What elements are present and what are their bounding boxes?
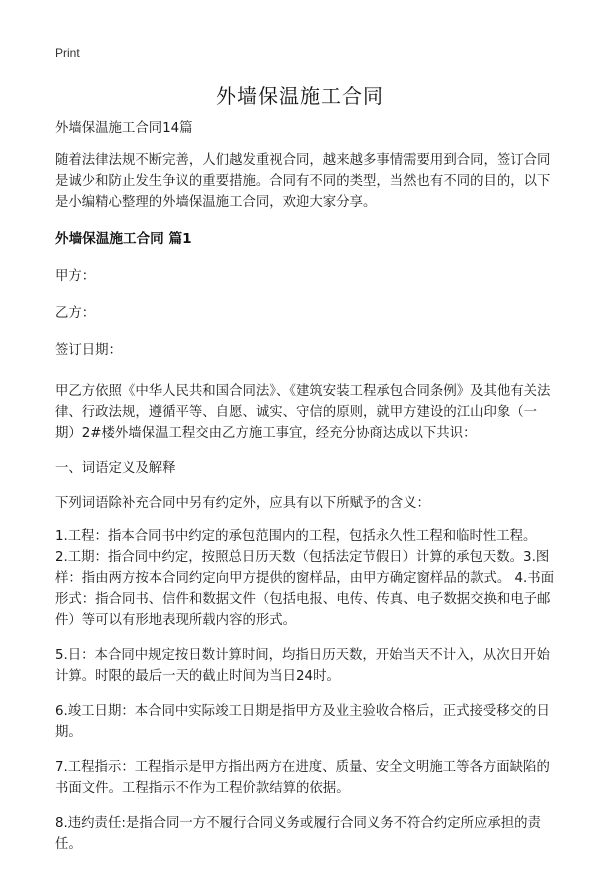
sign-date-field: 签订日期：: [55, 343, 122, 358]
definition-item: 5.日：本合同中规定按日数计算时间，均指日历天数，开始当天不计入，从次日开始计算。时限的最后一天的截止时间为当日24时。: [55, 648, 550, 684]
intro-paragraph: 随着法律法规不断完善，人们越发重视合同，越来越多事情需要用到合同，签订合同是诚少和防止发生争议的重要措施。合同有不同的类型，当然也有不同的目的，以下是小编精心整理的外墙保温施工合同，欢迎大家分享。: [55, 153, 551, 210]
document-title: 外墙保温施工合同: [216, 84, 384, 108]
definition-item: 2.工期：指合同中约定，按照总日历天数（包括法定节假日）计算的承包天数。3.图样：指由两方按本合同约定向甲方提供的窗样品，由甲方确定窗样品的款式。 4.书面形式：指合同书、信件和数据文件（包括电报、电传、传真、电子数据交换和电子邮件）等可以有形地表现所载内容的形式。: [55, 550, 555, 628]
definition-item: 1.工程：指本合同书中约定的承包范围内的工程，包括永久性工程和临时性工程。: [55, 529, 537, 544]
clause-intro: 下列词语除补充合同中另有约定外，应具有以下所赋予的含义：: [55, 496, 430, 511]
document-subtitle: 外墙保温施工合同14篇: [55, 121, 193, 136]
preamble-paragraph: 甲乙方依照《中华人民共和国合同法》、《建筑安装工程承包合同条例》及其他有关法律、行政法规，遵循平等、自愿、诚实、守信的原则，就甲方建设的江山印象（一期）2#楼外墙保温工程交由乙方施工事宜，经充分协商达成以下共识：: [55, 384, 551, 441]
party-a-field: 甲方：: [55, 269, 96, 284]
document-body: [55, 118, 555, 869]
definition-item: 7.工程指示：工程指示是甲方指出两方在进度、质量、安全文明施工等各方面缺陷的书面文件。工程指示不作为工程价款结算的依据。: [55, 760, 550, 796]
clause-title: 一、词语定义及解释: [55, 461, 176, 476]
definition-item: 6.竣工日期：本合同中实际竣工日期是指甲方及业主验收合格后，正式接受移交的日期。: [55, 704, 550, 740]
section-heading: 外墙保温施工合同 篇1: [55, 231, 192, 247]
party-b-field: 乙方：: [55, 306, 96, 321]
print-label: Print: [55, 46, 80, 60]
definition-item: 8.违约责任:是指合同一方不履行合同义务或履行合同义务不符合约定所应承担的责任。: [55, 816, 541, 852]
